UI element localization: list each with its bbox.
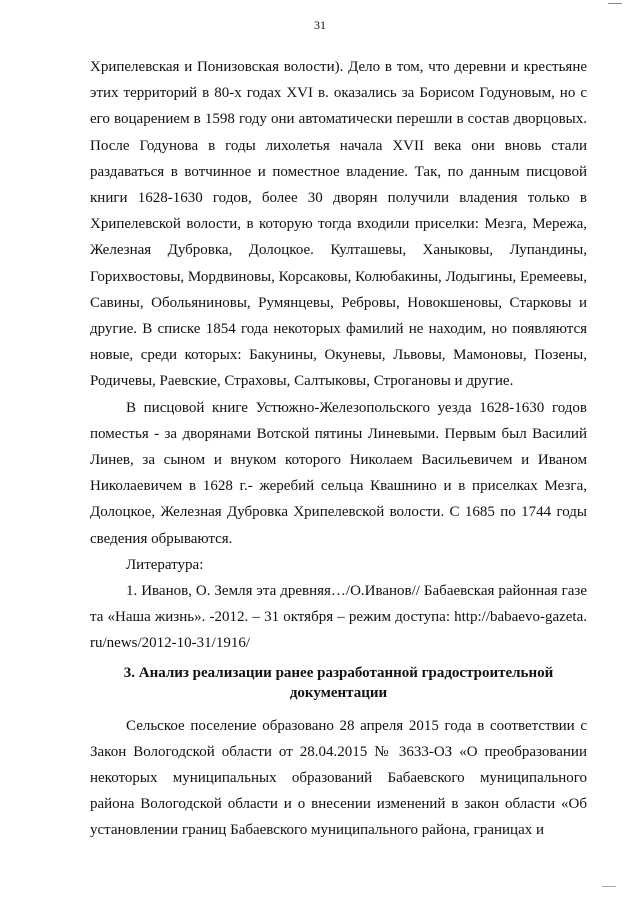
paragraph-settlement: Сельское поселение образовано 28 апреля 2015 года в соответствии с Закон Вологодской области от 28.04.2015 № 3633-ОЗ «О преобразовании некоторых муниципальных образований Бабаевского муниципального района Вологодской области и о внесении изменений в закон области «Об установлении границ Бабаевского муниципального района, границах и xyxy=(90,717,587,839)
literature-label: Литература: xyxy=(126,556,204,573)
paragraph-cadastral-book: В писцовой книге Устюжно-Железопольского уезда 1628-1630 годов поместья - за дворянами Вотской пятины Линевыми. Первым был Василий Линев, за сыном и внуком которого Николаем Васильевичем и Иваном Николаевичем в 1628 г.- жеребий сельца Квашнино и в приселках Мезга, Долоцкое, Железная Дубровка Хрипелевской волости. С 1685 по 1744 годы сведения обрываются. xyxy=(90,399,587,547)
document-body xyxy=(90,54,587,844)
literature-reference: 1. Иванов, О. Земля эта древняя…/О.Иванов// Бабаевская районная газета «Наша жизнь». -2012. – 31 октября – режим доступа: http://babaevo-gazeta.ru/news/2012-10-31/1916/ xyxy=(90,583,587,652)
paragraph-families: Хрипелевская и Понизовская волости). Дело в том, что деревни и крестьяне этих территорий в 80-х годах XVI в. оказались за Борисом Годуновым, но с его воцарением в 1598 году они автоматически перешли в состав дворцовых. После Годунова в годы лихолетья начала XVII века они вновь стали раздаваться в вотчинное и поместное владение. Так, по данным писцовой книги 1628-1630 годов, более 30 дворян получили владения только в Хрипелевской волости, в которую тогда входили приселки: Мезга, Мережа, Железная Дубровка, Долоцкое. Култашевы, Ханыковы, Лупандины, Горихвостовы, Мордвиновы, Корсаковы, Колюбакины, Лодыгины, Еремеевы, Савины, Обольяниновы, Румянцевы, Ребровы, Новокшеновы, Старковы и другие. В списке 1854 года некоторых фамилий не находим, но появляются новые, среди которых: Бакунины, Окуневы, Львовы, Мамоновы, Позены, Родичевы, Раевские, Страховы, Салтыковы, Строгановы и другие. xyxy=(90,59,587,390)
section-heading: 3. Анализ реализации ранее разработанной градостроительной документации xyxy=(123,664,554,701)
page-number: 31 xyxy=(314,18,326,32)
scan-artifact-bottom xyxy=(602,886,616,887)
scan-artifact-top xyxy=(608,3,622,4)
